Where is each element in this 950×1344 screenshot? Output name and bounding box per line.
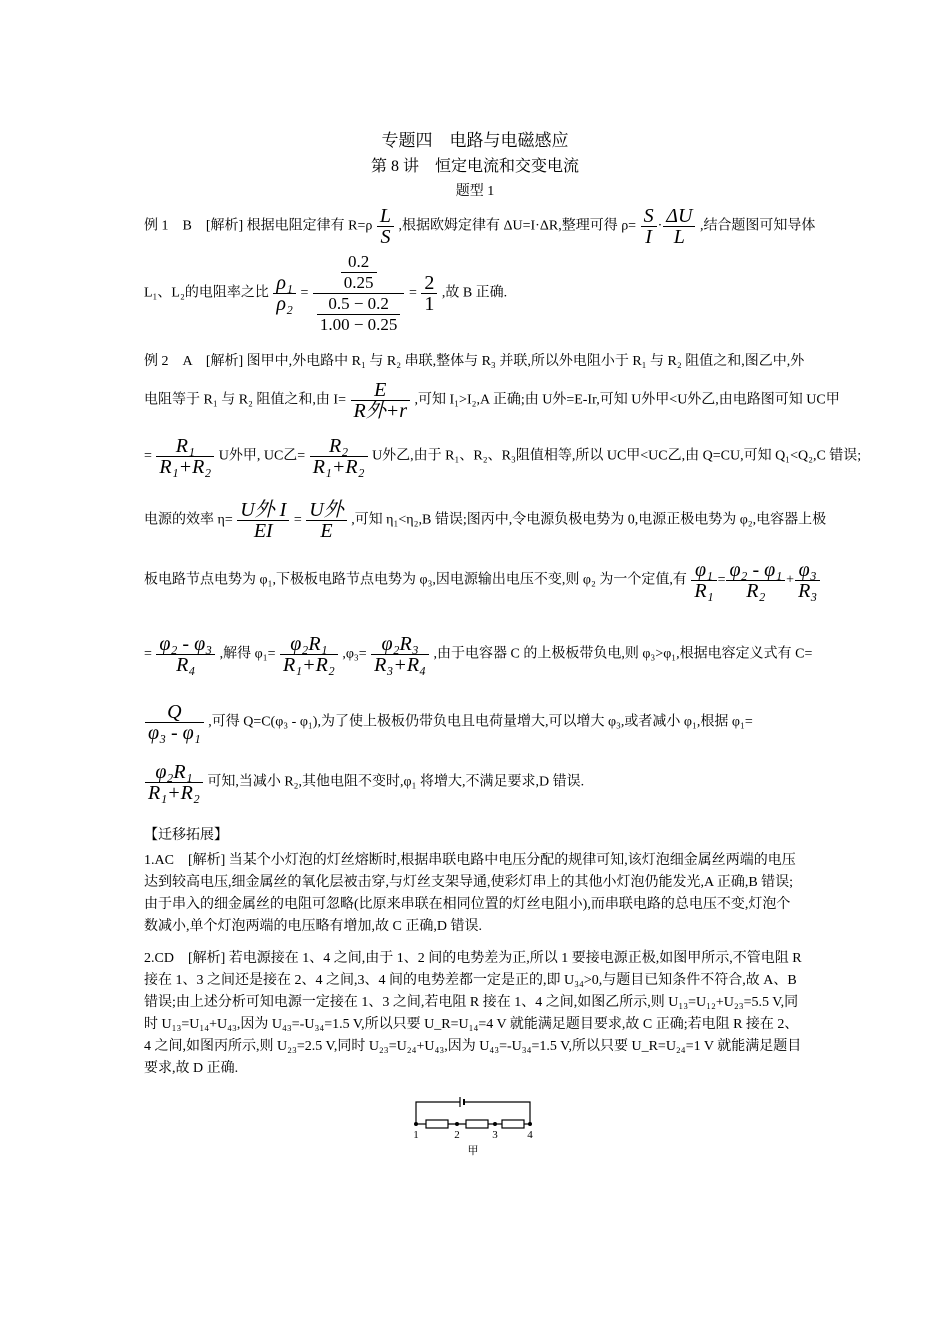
ex2-line2: 电阻等于 R₁ 与 R₂ 阻值之和,由 I= $\frac{E}{\text{R外+r}}$ ,可知 I₁>I₂,A 正确;由 U外=E-Ir,可知 U外甲<U外乙,由电路图可知 UC甲	[144, 379, 840, 422]
frac-resistivity-ratio: $\frac{\frac{0.2}{0.25}}{\frac{0.5 - 0.2}{1.00 - 0.25}}$	[313, 252, 405, 335]
frac-p23-R4: $\frac{\text{φ₂ - φ₃}}{\text{R₄}}$	[156, 634, 215, 675]
frac-p3-R3: $\frac{\text{φ₃}}{\text{R₃}}$	[795, 560, 820, 601]
frac-p1-R1: $\frac{\text{φ₁}}{\text{R₁}}$	[691, 560, 716, 601]
node-label-4: 4	[527, 1129, 533, 1141]
frac-dU-L: $\frac{\Delta U}{L}$	[663, 206, 695, 247]
extension-p1: 1.AC [解析] 当某个小灯泡的灯丝熔断时,根据串联电路中电压分配的规律可知,该灯泡细金属丝两端的电压达到较高电压,细金属丝的氧化层被击穿,与灯丝支架导通,使彩灯串上的其他小灯泡仍能发光,A 正确,B 错误;由于串入的细金属丝的电阻可忽略(比原来串联在相同位置的灯丝电阻小),而串联电路的总电压不变,灯泡个数减小,单个灯泡两端的电压略有增加,故 C 正确,D 错误.	[144, 853, 796, 934]
resistor-2	[466, 1120, 488, 1128]
frac-R1-R12: $\frac{\text{R₁}}{\text{R₁+R₂}}$	[156, 436, 214, 477]
frac-2-1: $\frac{2}{1}$	[421, 273, 437, 314]
ex1-line2: L₁、L₂的电阻率之比 $\frac{\text{ρ₁}}{\text{ρ₂}}$ = $\frac{\frac{0.2}{0.25}}{\frac{0.5 - 0.2}{1.00 - 0.25}}$ = $\frac{2}{1}$ ,故 B 正确.	[144, 252, 508, 334]
ex2-line6: = $\frac{\text{φ₂ - φ₃}}{\text{R₄}}$ ,解得 φ₁= $\frac{\text{φ₂R₁}}{\text{R₁+R₂}}$ ,φ₃= $\frac{\text{φ₂R₃}}{\text{R₃+R₄}}$ ,由于电容器 C 的上极板带负电,则 φ₃>φ₁,根据电容定义式有 C=	[144, 633, 813, 676]
type-title: 题型 1	[455, 184, 495, 199]
wire-top-right	[464, 1102, 530, 1124]
node-4	[528, 1122, 532, 1126]
circuit-diagram-jia	[404, 1092, 544, 1162]
ex2-line7: $\frac{Q}{\text{φ₃ - φ₁}}$ ,可得 Q=C(φ₃ - φ₁),为了使上极板仍带负电且电荷量增大,可以增大 φ₃,或者减小 φ₁,根据 φ₁=	[144, 702, 804, 743]
ex2-line4: 电源的效率 η= $\frac{\text{U外 I}}{EI}$ = $\frac{\text{U外}}{E}$ ,可知 η₁<η₂,B 错误;图丙中,令电源负极电势为 0,电源正极电势为 φ₂,电容器上极	[144, 499, 827, 542]
ex2-line3: = $\frac{\text{R₁}}{\text{R₁+R₂}}$ U外甲, UC乙= $\frac{\text{R₂}}{\text{R₁+R₂}}$ U外乙,由于 R₁、R₂、R₃阻值相等,所以 UC甲<UC乙,由 Q=CU,可知 Q₁<Q₂,C 错误;	[144, 435, 862, 478]
node-label-3: 3	[492, 1129, 498, 1141]
ex1-line1: 例 1 B [解析] 根据电阻定律有 R=ρ $\frac{L}{S}$ ,根据欧姆定律有 ΔU=I·ΔR,整理可得 ρ= $\frac{S}{I}$ · $\frac{\Delta U}{L}$ ,结合题图可知导体	[144, 205, 816, 248]
extension-p2: 2.CD [解析] 若电源接在 1、4 之间,由于 1、2 间的电势差为正,所以 1 要接电源正极,如图甲所示,不管电阻 R 接在 1、3 之间还是接在 2、4 之间,3、4 间的电势差都一定是正的,即 U₃₄>0,与题目已知条件不符合,故 A、B 错误;由上述分析可知电源一定接在 1、3 之间,若电阻 R 接在 1、4 之间,如图乙所示,则 U₁₃=U₁₂+U₂₃=5.5 V,同时 U₁₃=U₁₄+U₄₃,因为 U₄₃=-U₃₄=1.5 V,所以只要 U_R=U₁₄=4 V 就能满足题目要求,故 C 正确;若电阻 R 接在 2、4 之间,如图丙所示,则 U₂₃=2.5 V,同时 U₂₃=U₂₄+U₄₃,因为 U₄₃=-U₃₄=1.5 V,所以只要 U_R=U₂₄=1 V 就能满足题目要求,故 D 正确.	[144, 951, 802, 1076]
node-1	[414, 1122, 418, 1126]
resistor-1	[426, 1120, 448, 1128]
node-label-2: 2	[454, 1129, 460, 1141]
node-3	[493, 1122, 497, 1126]
resistor-3	[502, 1120, 524, 1128]
extension-title: 【迁移拓展】	[144, 828, 228, 843]
node-label-1: 1	[413, 1129, 419, 1141]
ex2-line8: $\frac{\text{φ₂R₁}}{\text{R₁+R₂}}$ 可知,当减小 R₂,其他电阻不变时,φ₁ 将增大,不满足要求,D 错误.	[144, 762, 804, 803]
wire-top-left	[416, 1102, 460, 1124]
frac-R2-R12: $\frac{\text{R₂}}{\text{R₁+R₂}}$	[310, 436, 368, 477]
frac-p21-R2: $\frac{\text{φ₂ - φ₁}}{\text{R₂}}$	[726, 560, 785, 601]
figure-caption: 甲	[467, 1145, 479, 1157]
frac-L-S: $\frac{L}{S}$	[377, 206, 394, 247]
lecture-title: 第 8 讲 恒定电流和交变电流	[370, 158, 579, 175]
frac-Q-dphi: $\frac{Q}{\text{φ₃ - φ₁}}$	[145, 702, 204, 743]
topic-title: 专题四 电路与电磁感应	[381, 131, 569, 150]
ex2-line1: 例 2 A [解析] 图甲中,外电路中 R₁ 与 R₂ 串联,整体与 R₃ 并联,所以外电阻小于 R₁ 与 R₂ 阻值之和,图乙中,外	[144, 354, 805, 369]
frac-sol-phi3: $\frac{\text{φ₂R₃}}{\text{R₃+R₄}}$	[371, 634, 429, 675]
frac-sol-phi1: $\frac{\text{φ₂R₁}}{\text{R₁+R₂}}$	[280, 634, 338, 675]
frac-U-E: $\frac{\text{U外}}{E}$	[306, 500, 346, 541]
frac-phi1-final: $\frac{\text{φ₂R₁}}{\text{R₁+R₂}}$	[145, 762, 203, 803]
frac-S-I: $\frac{S}{I}$	[641, 206, 657, 247]
frac-UI-EI: $\frac{\text{U外 I}}{EI}$	[237, 500, 289, 541]
frac-E-Rr: $\frac{E}{\text{R外+r}}$	[351, 380, 411, 421]
ex2-line5: 板电路节点电势为 φ₁,下极板电路节点电势为 φ₃,因电源输出电压不变,则 φ₂ 为一个定值,有 $\frac{\text{φ₁}}{\text{R₁}}$ = $\frac{\text{φ₂ - φ₁}}{\text{R₂}}$ + $\frac{\text{φ₃}}{\text{R₃}}$	[144, 560, 804, 601]
frac-rho: $\frac{\text{ρ₁}}{\text{ρ₂}}$	[273, 273, 296, 314]
node-2	[455, 1122, 459, 1126]
